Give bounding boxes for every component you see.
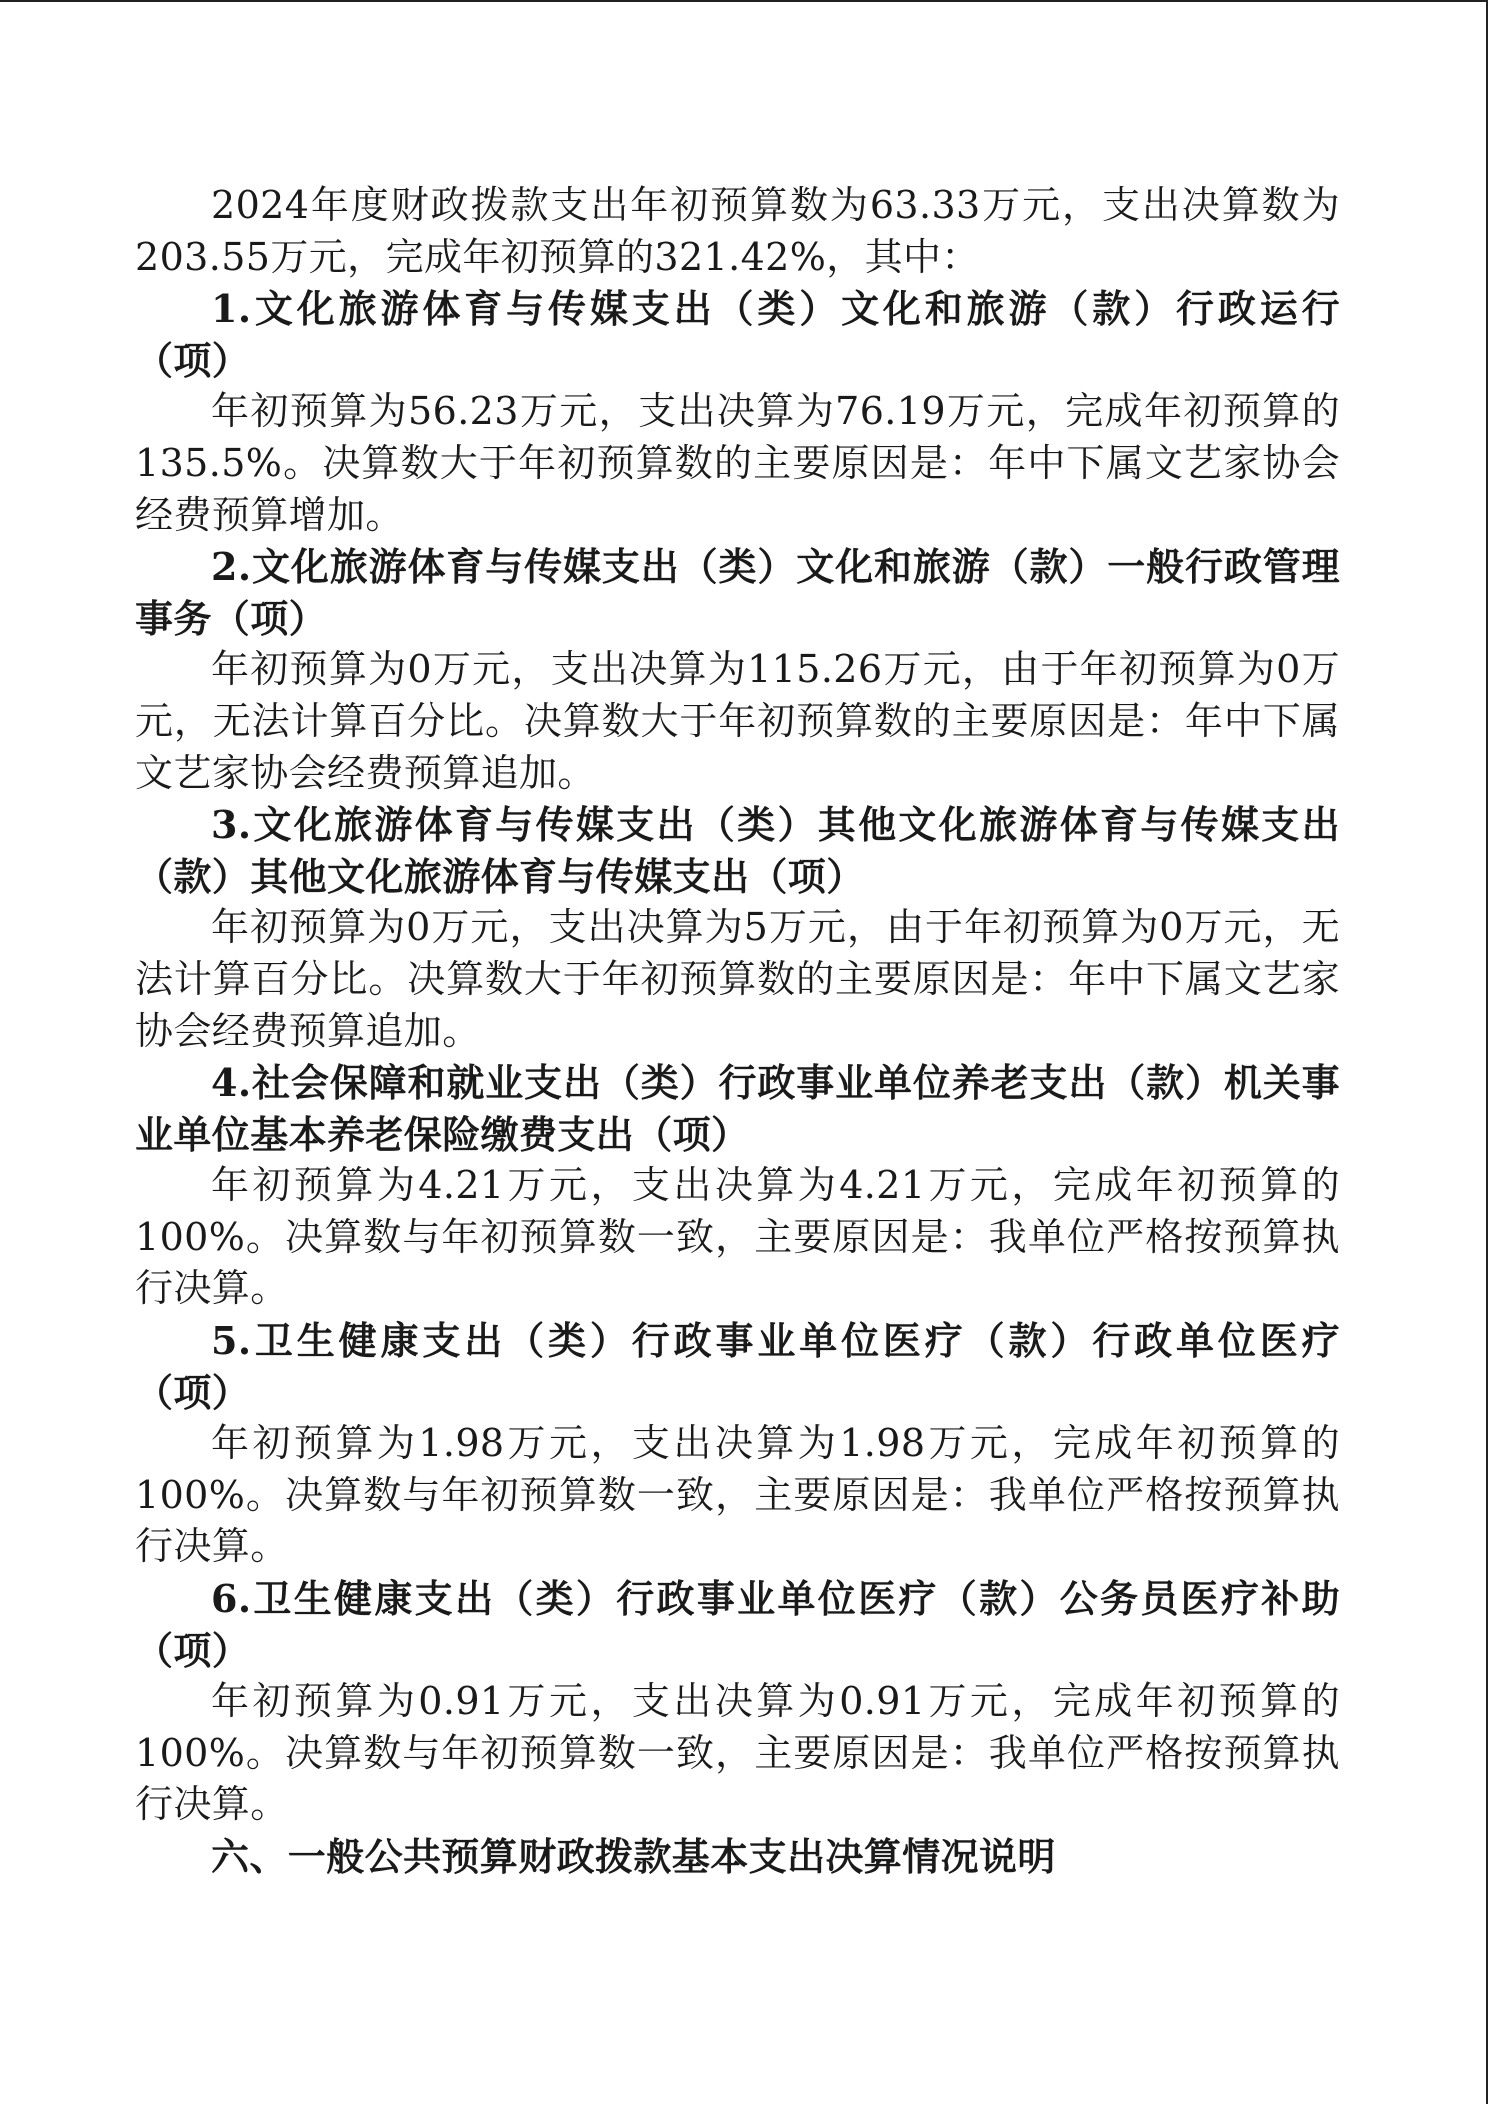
item5-paragraph: 年初预算为1.98万元，支出决算为1.98万元，完成年初预算的100%。决算数与年初预算数一致，主要原因是：我单位严格按预算执行决算。 [135,1421,1340,1569]
item6-heading: 6.卫生健康支出（类）行政事业单位医疗（款）公务员医疗补助（项） [135,1576,1340,1673]
item4-heading: 4.社会保障和就业支出（类）行政事业单位养老支出（款）机关事业单位基本养老保险缴费支出（项） [135,1060,1340,1157]
item5-heading: 5.卫生健康支出（类）行政事业单位医疗（款）行政单位医疗（项） [135,1318,1340,1415]
item6-paragraph: 年初预算为0.91万元，支出决算为0.91万元，完成年初预算的100%。决算数与年初预算数一致，主要原因是：我单位严格按预算执行决算。 [135,1679,1340,1827]
item1-heading: 1.文化旅游体育与传媒支出（类）文化和旅游（款）行政运行（项） [135,286,1340,383]
item2-paragraph: 年初预算为0万元，支出决算为115.26万元，由于年初预算为0万元，无法计算百分比。决算数大于年初预算数的主要原因是：年中下属文艺家协会经费预算追加。 [135,647,1340,795]
section6-heading: 六、一般公共预算财政拨款基本支出决算情况说明 [211,1834,1056,1879]
document-body [135,180,1340,1883]
item3-heading: 3.文化旅游体育与传媒支出（类）其他文化旅游体育与传媒支出（款）其他文化旅游体育与传媒支出（项） [135,802,1340,899]
item2-heading: 2.文化旅游体育与传媒支出（类）文化和旅游（款）一般行政管理事务（项） [135,544,1340,641]
intro-paragraph: 2024年度财政拨款支出年初预算数为63.33万元，支出决算数为203.55万元，完成年初预算的321.42%，其中： [135,183,1340,279]
item3-paragraph: 年初预算为0万元，支出决算为5万元，由于年初预算为0万元，无法计算百分比。决算数大于年初预算数的主要原因是：年中下属文艺家协会经费预算追加。 [135,905,1340,1053]
item1-paragraph: 年初预算为56.23万元，支出决算为76.19万元，完成年初预算的135.5%。决算数大于年初预算数的主要原因是：年中下属文艺家协会经费预算增加。 [135,389,1340,537]
item4-paragraph: 年初预算为4.21万元，支出决算为4.21万元，完成年初预算的100%。决算数与年初预算数一致，主要原因是：我单位严格按预算执行决算。 [135,1163,1340,1311]
